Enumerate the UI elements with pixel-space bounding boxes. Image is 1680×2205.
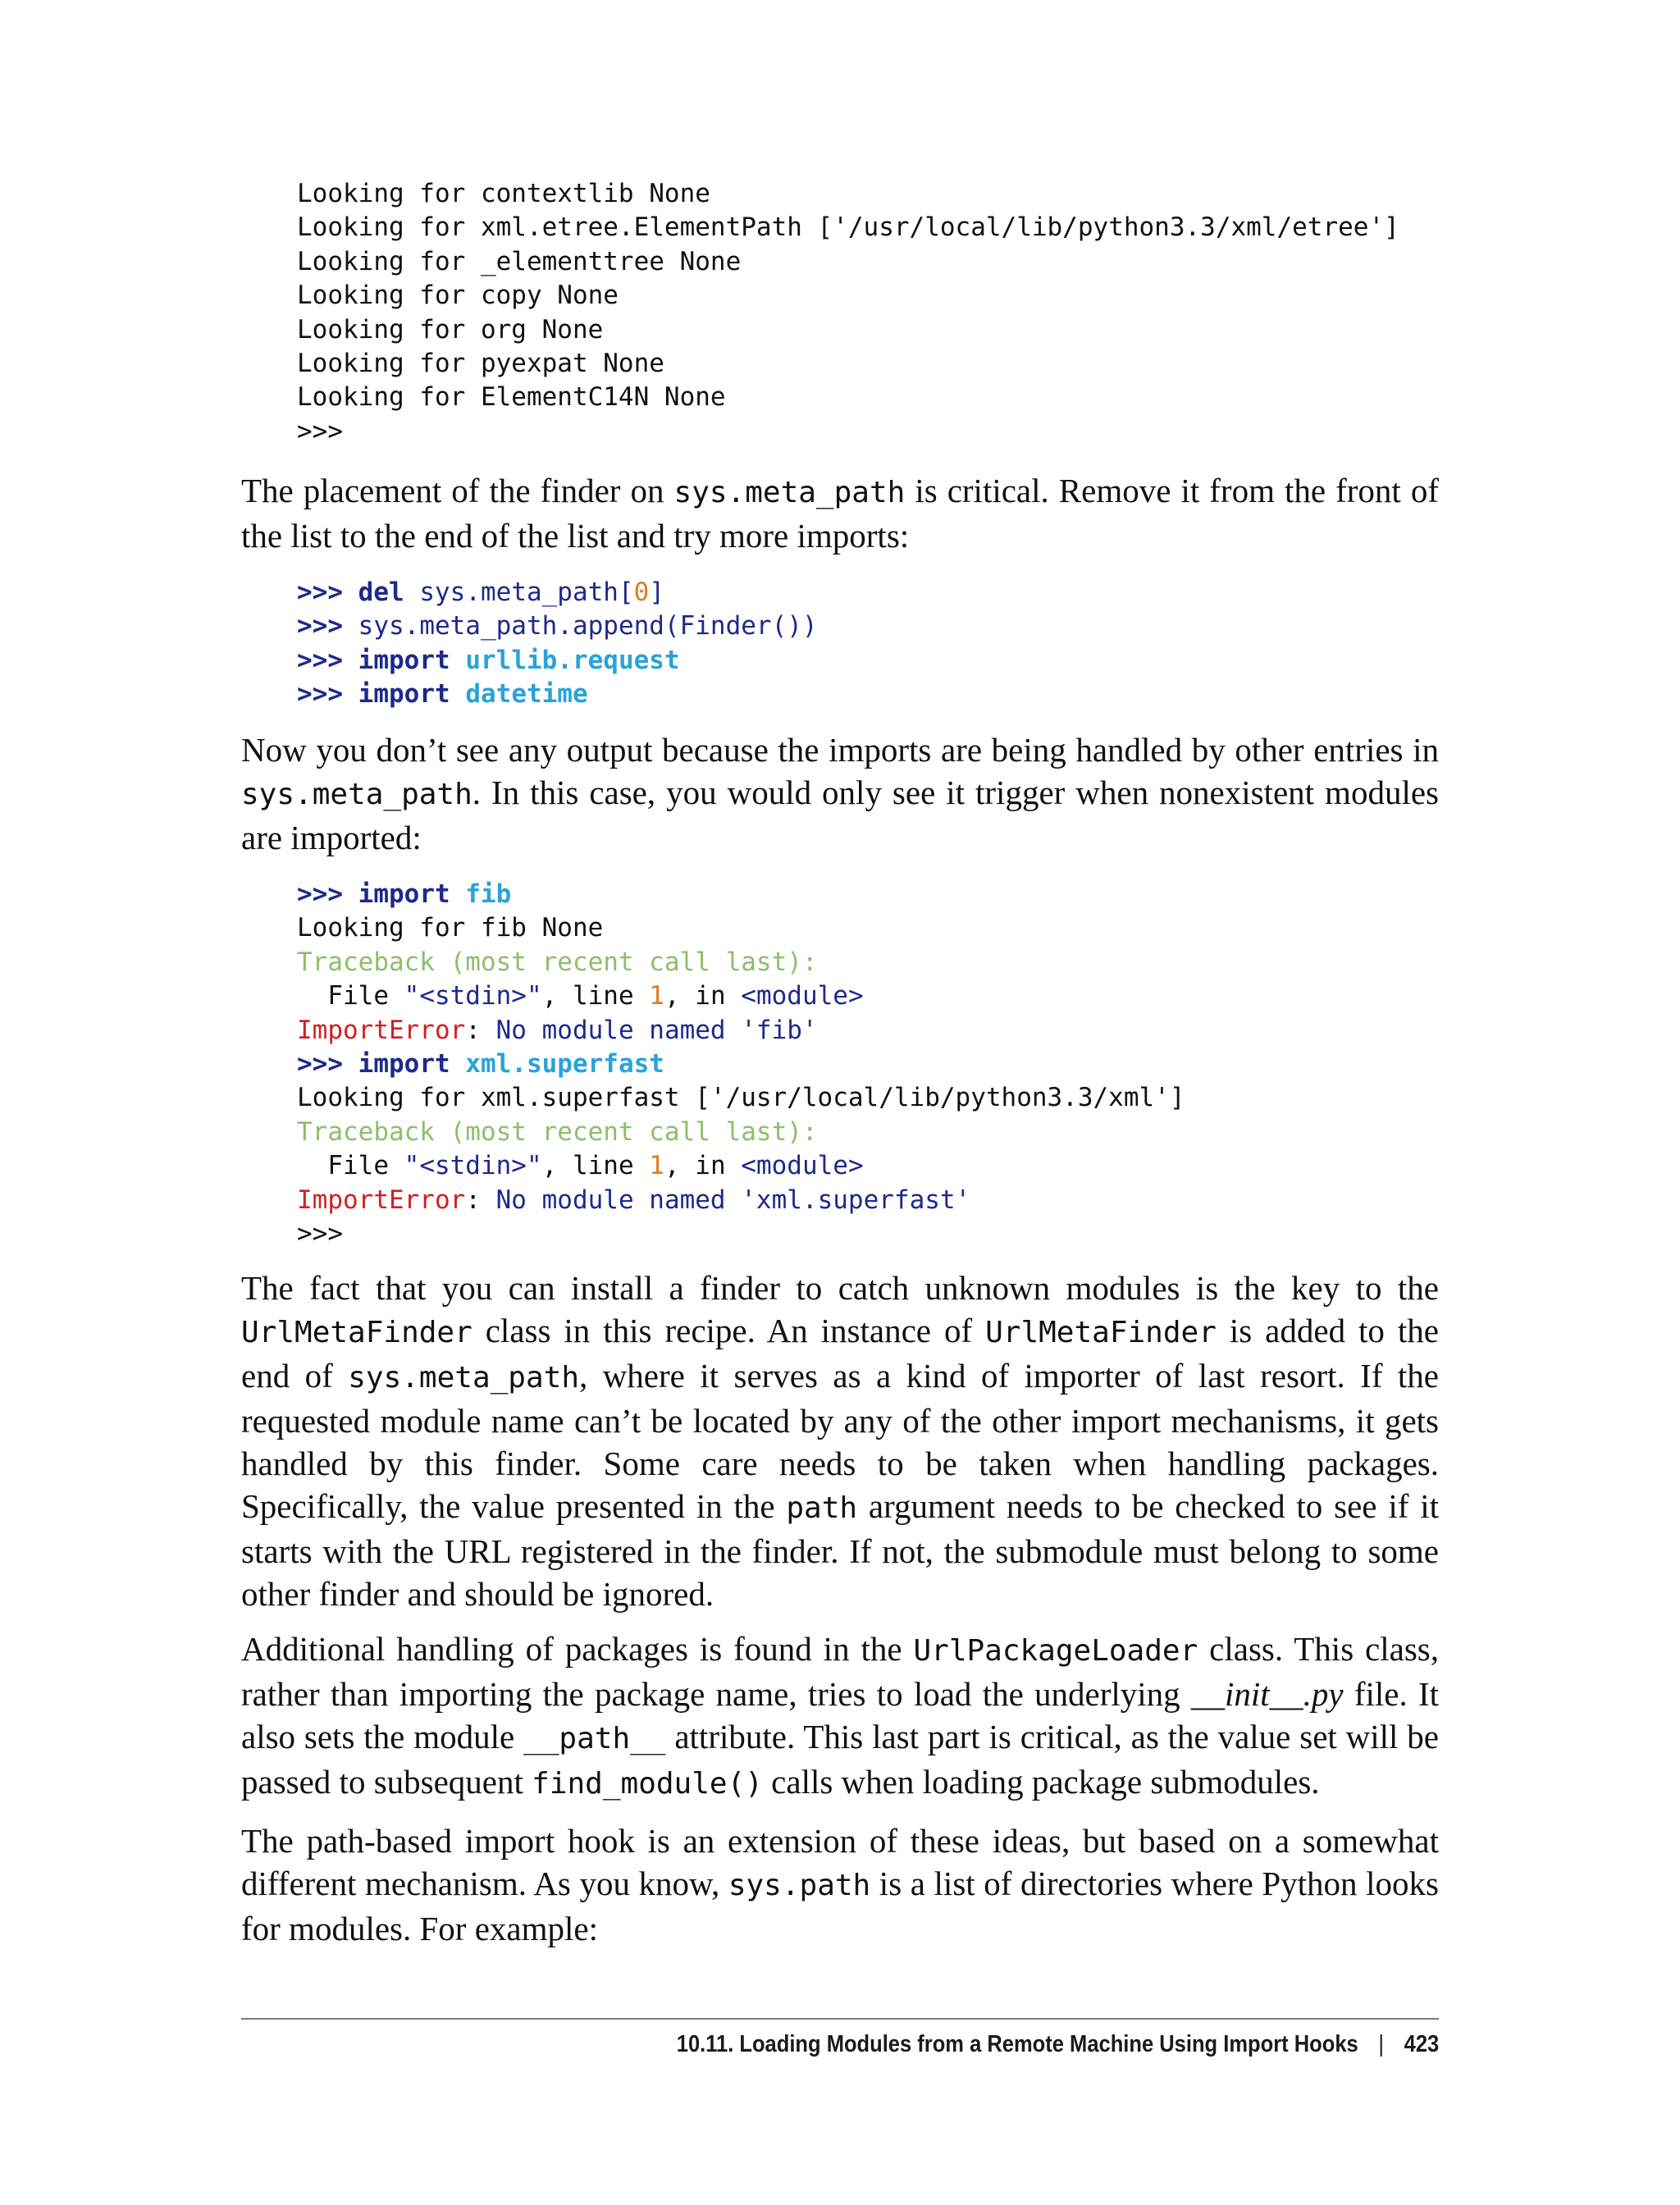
error-name: ImportError (297, 1185, 466, 1215)
code-line: Looking for xml.etree.ElementPath ['/usr/local/lib/python3.3/xml/etree'] (297, 212, 1399, 243)
inline-code: sys.meta_path (673, 476, 906, 509)
footer-separator: | (1378, 2031, 1384, 2057)
code-text: <module> (741, 1151, 864, 1181)
module-name: fib (465, 879, 512, 909)
paragraph-path-based-hook (241, 1819, 1439, 1950)
text-run: class in this recipe. An instance of (472, 1312, 986, 1349)
code-line: >>> (297, 1218, 343, 1249)
code-line: Looking for ElementC14N None (297, 382, 726, 413)
string: 'xml.superfast' (741, 1185, 971, 1215)
code-text: , line (541, 1151, 650, 1181)
code-line (297, 1184, 1185, 1217)
text-run: . In this case, you would only see it trigger when nonexistent modules are imported: (241, 774, 1439, 856)
code-line: Looking for copy None (297, 281, 619, 311)
code-text: File (297, 981, 404, 1011)
error-name: ImportError (297, 1015, 466, 1045)
inline-code: path (786, 1491, 858, 1525)
text-run: Now you don’t see any output because the imports are being handled by other entries in (241, 731, 1439, 769)
traceback-line: Traceback (most recent call last): (297, 947, 818, 977)
number: 0 (633, 578, 650, 607)
text-run: Additional handling of packages is found in the (241, 1630, 914, 1668)
code-block-nonexistent-imports (297, 878, 1185, 1251)
keyword: import (358, 645, 450, 675)
code-line (297, 644, 818, 678)
prompt: >>> (297, 879, 343, 909)
inline-code: UrlMetaFinder (241, 1316, 472, 1349)
inline-code: __path__ (523, 1722, 666, 1755)
text-run: The path-based import hook is an extension of these ideas, but based on a somewhat different mechanism. As you know, (241, 1822, 1439, 1902)
code-text: <module> (741, 981, 864, 1011)
keyword: import (358, 1048, 450, 1079)
prompt: >>> (297, 1048, 343, 1079)
code-line (297, 1014, 1185, 1048)
code-line: Looking for fib None (297, 913, 604, 943)
code-line: Looking for pyexpat None (297, 348, 664, 378)
code-line (297, 979, 1185, 1013)
inline-code: sys.path (728, 1869, 871, 1902)
inline-code: UrlPackageLoader (913, 1634, 1198, 1668)
code-line: Looking for contextlib None (297, 179, 710, 208)
keyword: import (358, 879, 450, 909)
code-text: : (465, 1015, 496, 1045)
code-line: Looking for xml.superfast ['/usr/local/lib/python3.3/xml'] (297, 1083, 1185, 1113)
module-name: xml.superfast (465, 1048, 664, 1079)
string: "<stdin>" (404, 981, 542, 1011)
traceback-line: Traceback (most recent call last): (297, 1116, 818, 1147)
text-run: file. It also sets the module (241, 1675, 1440, 1755)
paragraph-no-output (241, 728, 1439, 859)
code-block-move-finder (297, 576, 818, 712)
code-line (297, 609, 818, 643)
inline-code: UrlMetaFinder (985, 1316, 1217, 1349)
paragraph-url-package-loader (241, 1628, 1439, 1806)
code-line: Looking for org None (297, 314, 604, 345)
page-number: 423 (1404, 2031, 1439, 2057)
text-run: class. This class, rather than importing the package name, tries to load the underlying (241, 1630, 1440, 1713)
inline-code: sys.meta_path (241, 778, 472, 811)
code-text: , in (664, 1151, 742, 1181)
code-text: No module named (495, 1185, 742, 1215)
keyword: import (358, 679, 450, 710)
prompt: >>> (297, 611, 343, 641)
italic-filename: __init__.py (1190, 1675, 1344, 1713)
code-text: , line (541, 981, 650, 1011)
code-text: No module named (495, 1015, 742, 1045)
text-run: calls when loading package submodules. (762, 1763, 1320, 1801)
module-name: urllib.request (465, 645, 680, 675)
string: 'fib' (741, 1015, 818, 1045)
text-run: The placement of the finder on (241, 472, 674, 509)
text-run: , where it serves as a kind of importer of last resort. If the requested module name can’t be located by any of the other import mechanisms, it gets handled by this finder. Some care needs to be taken when handling packages. Specifically, the value presented in the (241, 1357, 1439, 1525)
text-run: attribute. This last part is critical, as the value set will be passed to subsequent (241, 1718, 1439, 1801)
code-line (297, 1149, 1185, 1183)
code-line: Looking for _elementtree None (297, 246, 742, 276)
paragraph-url-meta-finder (241, 1267, 1439, 1615)
code-line (297, 576, 818, 609)
prompt: >>> (297, 578, 343, 607)
text-run: is a list of directories where Python looks for modules. For example: (241, 1865, 1439, 1947)
code-line: >>> (297, 416, 343, 446)
code-text: , in (664, 981, 742, 1011)
code-line (297, 878, 1185, 911)
running-title: 10.11. Loading Modules from a Remote Machine Using Import Hooks (676, 2031, 1358, 2057)
string: "<stdin>" (404, 1151, 542, 1181)
footer-rule (241, 2018, 1439, 2020)
prompt: >>> (297, 645, 343, 675)
page-footer (677, 2031, 1439, 2058)
number: 1 (649, 981, 664, 1011)
code-text: : (465, 1185, 496, 1215)
text-run: argument needs to be checked to see if it starts with the URL registered in the finder. If not, the submodule must belong to some other finder and should be ignored. (241, 1487, 1439, 1613)
inline-code: find_module() (532, 1767, 763, 1801)
keyword: del (358, 578, 404, 607)
code-text: File (297, 1151, 404, 1181)
code-text: ] (649, 578, 664, 607)
code-line (297, 678, 818, 711)
module-name: datetime (465, 679, 588, 710)
code-text: sys.meta_path.append(Finder()) (343, 611, 818, 641)
prompt: >>> (297, 679, 343, 710)
paragraph-finder-placement (241, 469, 1439, 557)
number: 1 (649, 1151, 664, 1181)
code-text: sys.meta_path[ (404, 578, 634, 607)
code-block-lookup-output (297, 177, 1399, 449)
text-run: is added to the end of (241, 1312, 1439, 1395)
text-run: is critical. Remove it from the front of the list to the end of the list and try more imports: (241, 472, 1439, 555)
text-run: The fact that you can install a finder to catch unknown modules is the key to the (241, 1269, 1439, 1307)
code-line (297, 1048, 1185, 1081)
inline-code: sys.meta_path (348, 1361, 579, 1395)
